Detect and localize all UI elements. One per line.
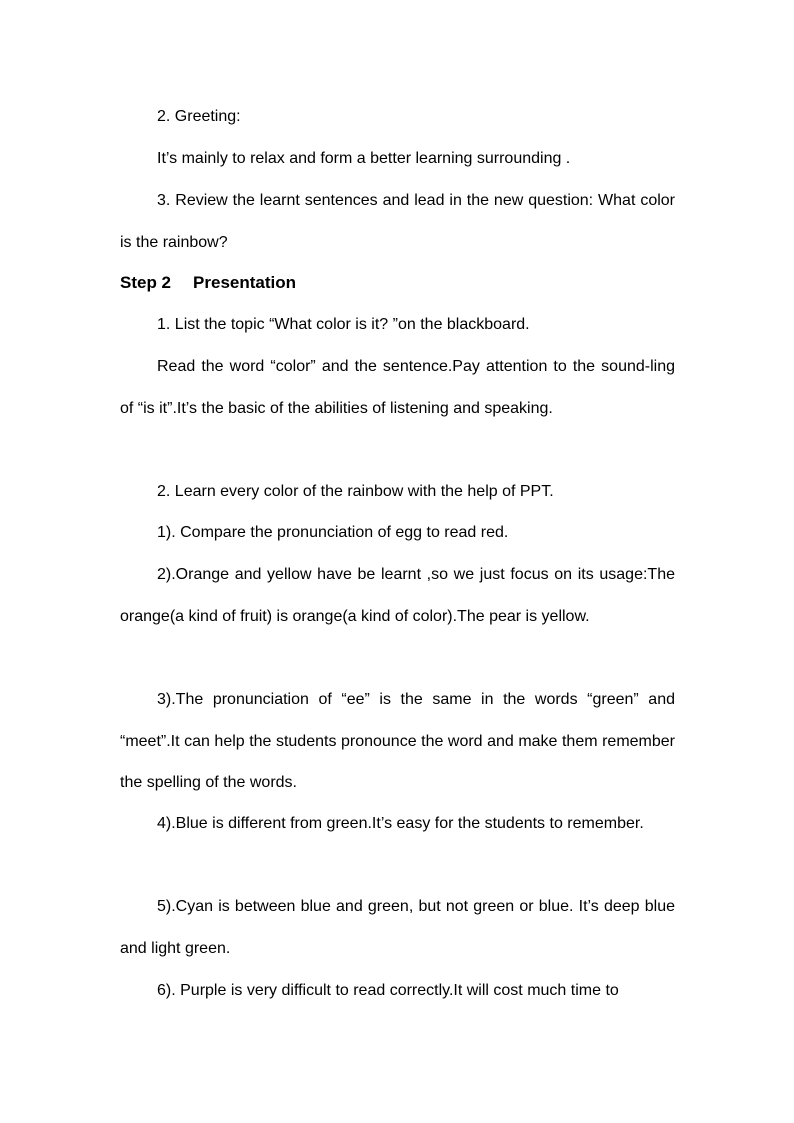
paragraph-greeting-heading: 2. Greeting: bbox=[157, 108, 241, 125]
paragraph-blue: 4).Blue is different from green.It’s easy for the students to remember. bbox=[157, 815, 644, 832]
section-step-label: Step 2 bbox=[120, 273, 172, 292]
paragraph-learn-colors: 2. Learn every color of the rainbow with the help of PPT. bbox=[157, 483, 554, 500]
paragraph-cyan: 5).Cyan is between blue and green, but not green or blue. It’s deep blue and light green. bbox=[120, 898, 675, 957]
section-heading bbox=[120, 262, 296, 304]
paragraph-green: 3).The pronunciation of “ee” is the same in the words “green” and “meet”.It can help the students pronounce the word and make them remember the spelling of the words. bbox=[120, 691, 675, 791]
paragraph-orange-yellow: 2).Orange and yellow have be learnt ,so we just focus on its usage:The orange(a kind of fruit) is orange(a kind of color).The pear is yellow. bbox=[120, 566, 675, 625]
section-title: Presentation bbox=[193, 273, 297, 292]
paragraph-greeting-body: It’s mainly to relax and form a better learning surrounding . bbox=[157, 150, 571, 167]
paragraph-red: 1). Compare the pronunciation of egg to read red. bbox=[157, 524, 509, 541]
paragraph-list-topic: 1. List the topic “What color is it? ”on the blackboard. bbox=[157, 316, 530, 333]
paragraph-read-word: Read the word “color” and the sentence.Pay attention to the sound-ling of “is it”.It’s the basic of the abilities of listening and speaking. bbox=[120, 358, 675, 417]
paragraph-review: 3. Review the learnt sentences and lead in the new question: What color is the rainbow? bbox=[120, 192, 675, 251]
paragraph-purple: 6). Purple is very difficult to read correctly.It will cost much time to bbox=[157, 982, 619, 999]
